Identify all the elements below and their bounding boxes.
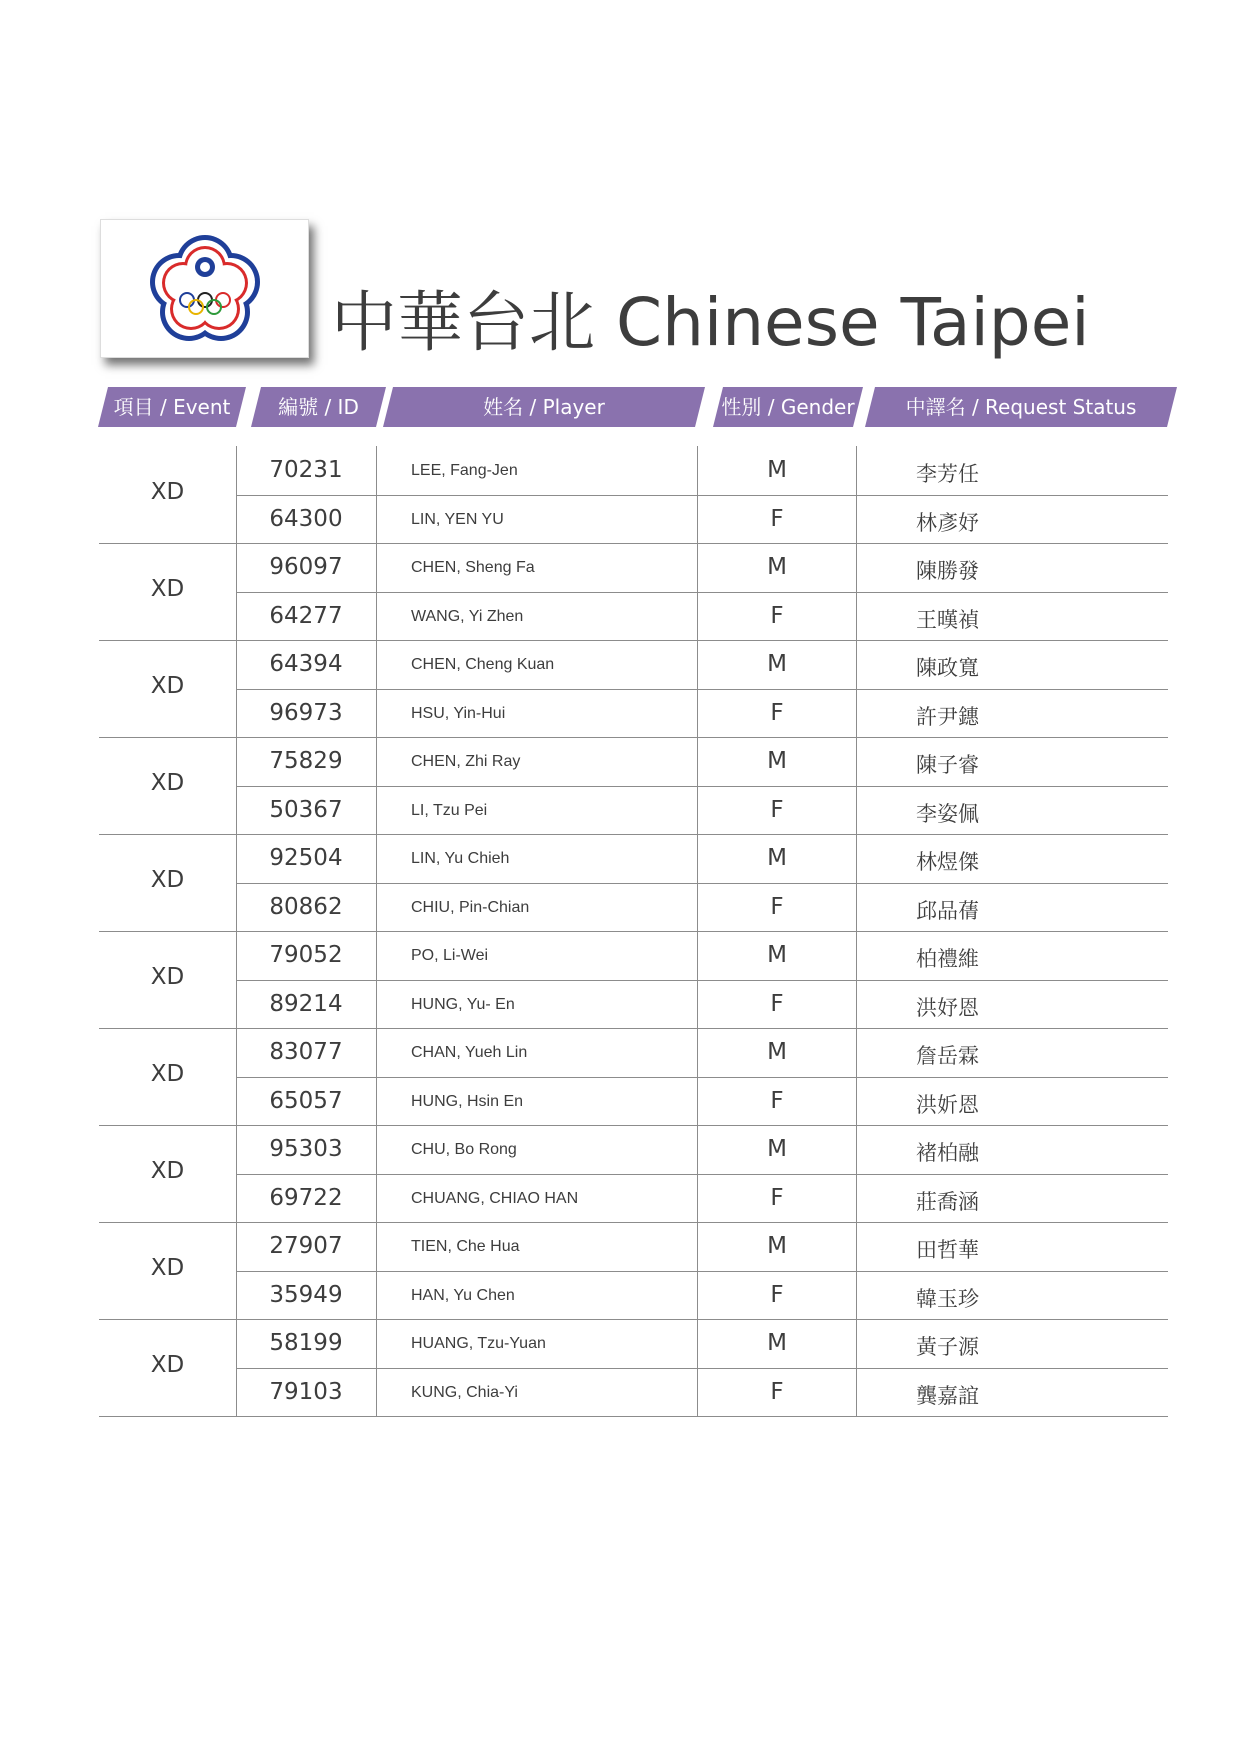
header-gender: 性別 / Gender (718, 387, 858, 427)
player-chinese-name: 田哲華 (916, 1238, 979, 1262)
player-chinese-name: 黃子源 (916, 1335, 979, 1359)
group-divider (99, 640, 1168, 641)
player-chinese-name: 洪妤恩 (916, 995, 979, 1020)
player-name: CHU, Bo Rong (411, 1141, 517, 1158)
player-id: 89214 (269, 990, 343, 1017)
player-name: LIN, Yu Chieh (411, 850, 510, 867)
player-gender: F (770, 1184, 784, 1211)
player-id: 79052 (269, 942, 343, 968)
player-chinese-name: 林煜傑 (916, 850, 979, 874)
player-id: 75829 (269, 748, 343, 774)
player-name: CHAN, Yueh Lin (411, 1044, 528, 1061)
player-chinese-name: 許尹鏸 (916, 704, 979, 729)
player-chinese-name: 柏禮維 (916, 947, 979, 971)
player-name: HUNG, Yu- En (411, 995, 515, 1013)
event-cell: XD (150, 1351, 185, 1378)
player-name: LI, Tzu Pei (411, 801, 488, 819)
player-gender: F (770, 1378, 784, 1405)
player-id: 96973 (269, 699, 343, 726)
player-name: LIN, YEN YU (411, 510, 504, 528)
player-name: HUNG, Hsin En (411, 1092, 524, 1110)
player-gender: F (770, 893, 784, 920)
player-chinese-name: 邱品蒨 (916, 898, 979, 923)
player-id: 79103 (269, 1378, 343, 1405)
player-name: LEE, Fang-Jen (411, 462, 518, 479)
event-cell: XD (150, 478, 185, 505)
group-divider (99, 1416, 1168, 1417)
player-gender: F (770, 699, 784, 726)
player-chinese-name: 陳政寬 (916, 656, 979, 680)
player-gender: M (767, 651, 787, 677)
player-id: 96097 (269, 554, 343, 580)
player-name: CHEN, Zhi Ray (411, 753, 521, 770)
player-gender: M (767, 1233, 787, 1259)
player-gender: M (767, 845, 787, 871)
player-chinese-name: 韓玉珍 (916, 1286, 979, 1311)
event-cell: XD (150, 575, 185, 602)
player-name: PO, Li-Wei (411, 947, 489, 964)
player-name: WANG, Yi Zhen (411, 607, 524, 625)
player-chinese-name: 龔嘉誼 (916, 1383, 979, 1408)
player-name: HAN, Yu Chen (411, 1286, 515, 1304)
player-chinese-name: 陳子睿 (916, 753, 979, 777)
player-id: 69722 (269, 1184, 343, 1211)
player-chinese-name: 詹岳霖 (916, 1044, 979, 1068)
page-title: 中華台北 Chinese Taipei (331, 284, 1090, 361)
player-id: 92504 (269, 845, 343, 871)
player-gender: M (767, 1136, 787, 1162)
player-id: 70231 (269, 457, 343, 483)
header-id: 編號 / ID (256, 387, 381, 427)
player-gender: F (770, 505, 784, 532)
player-gender: M (767, 942, 787, 968)
player-chinese-name: 莊喬涵 (916, 1189, 979, 1214)
player-gender: M (767, 554, 787, 580)
column-divider (697, 446, 698, 1416)
player-gender: M (767, 457, 787, 483)
player-id: 80862 (269, 893, 343, 920)
player-gender: F (770, 796, 784, 823)
player-chinese-name: 王暵禎 (916, 607, 979, 632)
header-request-status: 中譯名 / Request Status (870, 387, 1172, 427)
player-id: 64394 (269, 651, 343, 677)
group-divider (99, 1319, 1168, 1320)
event-cell: XD (150, 1157, 185, 1184)
player-chinese-name: 褚柏融 (916, 1141, 979, 1165)
player-gender: M (767, 1330, 787, 1356)
player-name: CHEN, Cheng Kuan (411, 656, 555, 673)
player-chinese-name: 李姿佩 (916, 801, 979, 826)
player-chinese-name: 洪妡恩 (916, 1092, 979, 1117)
group-divider (99, 737, 1168, 738)
player-gender: M (767, 1039, 787, 1065)
group-divider (99, 834, 1168, 835)
player-chinese-name: 林彥妤 (916, 510, 979, 535)
event-cell: XD (150, 963, 185, 990)
player-id: 64300 (269, 505, 343, 532)
player-id: 83077 (269, 1039, 343, 1065)
group-divider (99, 931, 1168, 932)
player-name: KUNG, Chia-Yi (411, 1383, 518, 1401)
event-cell: XD (150, 1060, 185, 1087)
player-name: CHEN, Sheng Fa (411, 559, 535, 576)
group-divider (99, 1125, 1168, 1126)
player-chinese-name: 李芳任 (916, 462, 979, 486)
player-name: CHUANG, CHIAO HAN (411, 1189, 579, 1207)
header-player: 姓名 / Player (388, 387, 700, 427)
player-id: 64277 (269, 602, 343, 629)
group-divider (99, 1222, 1168, 1223)
player-id: 65057 (269, 1087, 343, 1114)
player-chinese-name: 陳勝發 (916, 559, 979, 583)
player-gender: F (770, 1087, 784, 1114)
column-divider (376, 446, 377, 1416)
player-id: 35949 (269, 1281, 343, 1308)
player-name: HUANG, Tzu-Yuan (411, 1335, 546, 1352)
player-id: 50367 (269, 796, 343, 823)
player-name: TIEN, Che Hua (411, 1238, 520, 1255)
player-gender: F (770, 1281, 784, 1308)
event-cell: XD (150, 866, 185, 893)
group-divider (99, 1028, 1168, 1029)
event-cell: XD (150, 769, 185, 796)
player-name: HSU, Yin-Hui (411, 704, 506, 722)
header-event: 項目 / Event (103, 387, 241, 427)
player-gender: M (767, 748, 787, 774)
event-cell: XD (150, 672, 185, 699)
column-divider (856, 446, 857, 1416)
player-id: 58199 (269, 1330, 343, 1356)
player-name: CHIU, Pin-Chian (411, 898, 530, 916)
group-divider (99, 543, 1168, 544)
player-gender: F (770, 990, 784, 1017)
event-cell: XD (150, 1254, 185, 1281)
player-id: 95303 (269, 1136, 343, 1162)
column-divider (236, 446, 237, 1416)
player-id: 27907 (269, 1233, 343, 1259)
player-gender: F (770, 602, 784, 629)
